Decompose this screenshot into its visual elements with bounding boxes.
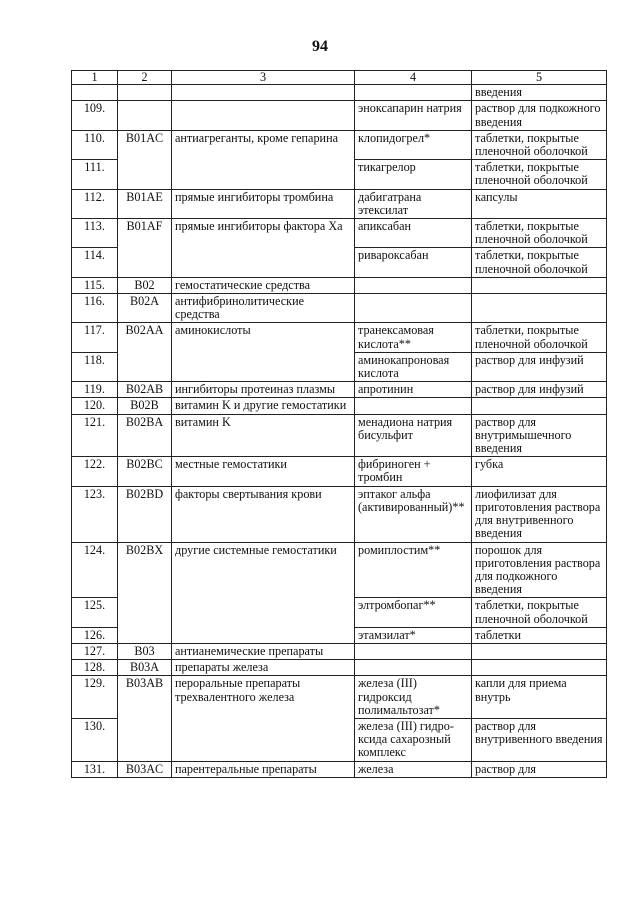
column-number: 2 bbox=[118, 71, 172, 85]
drug-name: менадиона натрия бисульфит bbox=[355, 414, 472, 457]
row-number: 118. bbox=[72, 352, 118, 381]
row-number: 120. bbox=[72, 398, 118, 414]
row-number: 122. bbox=[72, 457, 118, 486]
row-number: 124. bbox=[72, 542, 118, 598]
group-name: витамин K bbox=[172, 414, 355, 457]
dosage-form: капли для приема внутрь bbox=[472, 676, 607, 719]
row-number: 131. bbox=[72, 761, 118, 777]
atc-code: B03 bbox=[118, 643, 172, 659]
atc-code: B01AF bbox=[118, 219, 172, 278]
atc-code: B03AC bbox=[118, 761, 172, 777]
dosage-form: лиофилизат для приготовления раствора для внутривенного введения bbox=[472, 486, 607, 542]
dosage-form: раствор для bbox=[472, 761, 607, 777]
dosage-form: раствор для внутримышечного введения bbox=[472, 414, 607, 457]
drug-name bbox=[355, 398, 472, 414]
atc-code: B02AA bbox=[118, 323, 172, 382]
row-number: 128. bbox=[72, 660, 118, 676]
drug-name: эптаког альфа (активированный)** bbox=[355, 486, 472, 542]
drug-list-table bbox=[71, 70, 607, 778]
atc-code: B01AC bbox=[118, 130, 172, 189]
row-number: 109. bbox=[72, 101, 118, 130]
row-number: 130. bbox=[72, 718, 118, 761]
drug-name: ромиплостим** bbox=[355, 542, 472, 598]
table-row bbox=[72, 676, 607, 719]
dosage-form: капсулы bbox=[472, 189, 607, 218]
group-name: парентеральные препараты bbox=[172, 761, 355, 777]
column-number: 3 bbox=[172, 71, 355, 85]
dosage-form: таблетки, покрытые пленочной оболочкой bbox=[472, 219, 607, 248]
atc-code: B03AB bbox=[118, 676, 172, 761]
dosage-form: таблетки, покрытые пленочной оболочкой bbox=[472, 130, 607, 159]
atc-code bbox=[118, 85, 172, 101]
group-name: пероральные препараты трехвалентного железа bbox=[172, 676, 355, 761]
table-row bbox=[72, 294, 607, 323]
group-name: другие системные гемостатики bbox=[172, 542, 355, 643]
atc-code: B02AB bbox=[118, 382, 172, 398]
table-row bbox=[72, 323, 607, 352]
atc-code: B02 bbox=[118, 277, 172, 293]
atc-code: B02B bbox=[118, 398, 172, 414]
drug-name bbox=[355, 660, 472, 676]
group-name: витамин K и другие гемостатики bbox=[172, 398, 355, 414]
drug-name bbox=[355, 643, 472, 659]
table-row bbox=[72, 130, 607, 159]
dosage-form: таблетки, покрытые пленочной оболочкой bbox=[472, 160, 607, 189]
row-number: 114. bbox=[72, 248, 118, 277]
table-row bbox=[72, 414, 607, 457]
dosage-form: раствор для инфузий bbox=[472, 382, 607, 398]
table-row bbox=[72, 761, 607, 777]
table-row bbox=[72, 219, 607, 248]
page-number: 94 bbox=[312, 38, 328, 55]
dosage-form bbox=[472, 277, 607, 293]
drug-name: апиксабан bbox=[355, 219, 472, 248]
drug-name: аминокапроновая кислота bbox=[355, 352, 472, 381]
row-number bbox=[72, 85, 118, 101]
atc-code: B02BD bbox=[118, 486, 172, 542]
drug-name bbox=[355, 277, 472, 293]
drug-name bbox=[355, 85, 472, 101]
drug-name: дабигатрана этексилат bbox=[355, 189, 472, 218]
row-number: 117. bbox=[72, 323, 118, 352]
row-number: 126. bbox=[72, 627, 118, 643]
column-number-row bbox=[72, 71, 607, 85]
row-number: 119. bbox=[72, 382, 118, 398]
dosage-form: порошок для приготовления раствора для подкожного введения bbox=[472, 542, 607, 598]
row-number: 127. bbox=[72, 643, 118, 659]
table-row bbox=[72, 277, 607, 293]
group-name: препараты железа bbox=[172, 660, 355, 676]
table-row bbox=[72, 660, 607, 676]
row-number: 111. bbox=[72, 160, 118, 189]
row-number: 112. bbox=[72, 189, 118, 218]
table-row bbox=[72, 457, 607, 486]
atc-code: B02BC bbox=[118, 457, 172, 486]
table-row bbox=[72, 189, 607, 218]
group-name bbox=[172, 101, 355, 130]
drug-name: ривароксабан bbox=[355, 248, 472, 277]
dosage-form: таблетки, покрытые пленочной оболочкой bbox=[472, 323, 607, 352]
drug-name: этамзилат* bbox=[355, 627, 472, 643]
drug-name: тикагрелор bbox=[355, 160, 472, 189]
group-name: прямые ингибиторы фактора Xa bbox=[172, 219, 355, 278]
row-number: 115. bbox=[72, 277, 118, 293]
column-number: 4 bbox=[355, 71, 472, 85]
row-number: 125. bbox=[72, 598, 118, 627]
row-number: 116. bbox=[72, 294, 118, 323]
table-row bbox=[72, 398, 607, 414]
dosage-form: раствор для инфузий bbox=[472, 352, 607, 381]
group-name: антифибринолитические средства bbox=[172, 294, 355, 323]
table-row bbox=[72, 486, 607, 542]
drug-name: железа bbox=[355, 761, 472, 777]
group-name: факторы свертывания крови bbox=[172, 486, 355, 542]
row-number: 113. bbox=[72, 219, 118, 248]
atc-code: B02A bbox=[118, 294, 172, 323]
dosage-form bbox=[472, 643, 607, 659]
dosage-form: таблетки bbox=[472, 627, 607, 643]
dosage-form: раствор для внутривенного введения bbox=[472, 718, 607, 761]
atc-code: B02BX bbox=[118, 542, 172, 643]
table-row bbox=[72, 542, 607, 598]
row-number: 129. bbox=[72, 676, 118, 719]
drug-name: транексамовая кислота** bbox=[355, 323, 472, 352]
drug-name: железа (III) гидроксид полимальтозат* bbox=[355, 676, 472, 719]
group-name: прямые ингибиторы тромбина bbox=[172, 189, 355, 218]
dosage-form: раствор для подкожного введения bbox=[472, 101, 607, 130]
dosage-form: губка bbox=[472, 457, 607, 486]
row-number: 110. bbox=[72, 130, 118, 159]
group-name: антиагреганты, кроме гепарина bbox=[172, 130, 355, 189]
drug-name: элтромбопаг** bbox=[355, 598, 472, 627]
group-name: аминокислоты bbox=[172, 323, 355, 382]
group-name: гемостатические средства bbox=[172, 277, 355, 293]
group-name bbox=[172, 85, 355, 101]
drug-name: железа (III) гидро-ксида сахарозный комплекс bbox=[355, 718, 472, 761]
atc-code: B03A bbox=[118, 660, 172, 676]
drug-name: апротинин bbox=[355, 382, 472, 398]
row-number: 123. bbox=[72, 486, 118, 542]
group-name: антианемические препараты bbox=[172, 643, 355, 659]
group-name: местные гемостатики bbox=[172, 457, 355, 486]
column-number: 1 bbox=[72, 71, 118, 85]
dosage-form: таблетки, покрытые пленочной оболочкой bbox=[472, 598, 607, 627]
dosage-form: таблетки, покрытые пленочной оболочкой bbox=[472, 248, 607, 277]
drug-name: клопидогрел* bbox=[355, 130, 472, 159]
dosage-form bbox=[472, 294, 607, 323]
table-row bbox=[72, 101, 607, 130]
group-name: ингибиторы протеиназ плазмы bbox=[172, 382, 355, 398]
row-number: 121. bbox=[72, 414, 118, 457]
atc-code bbox=[118, 101, 172, 130]
dosage-form bbox=[472, 398, 607, 414]
dosage-form bbox=[472, 660, 607, 676]
drug-name bbox=[355, 294, 472, 323]
atc-code: B01AE bbox=[118, 189, 172, 218]
table-row bbox=[72, 85, 607, 101]
drug-name: эноксапарин натрия bbox=[355, 101, 472, 130]
drug-name: фибриноген + тромбин bbox=[355, 457, 472, 486]
table-row bbox=[72, 382, 607, 398]
atc-code: B02BA bbox=[118, 414, 172, 457]
dosage-form: введения bbox=[472, 85, 607, 101]
table-row bbox=[72, 643, 607, 659]
column-number: 5 bbox=[472, 71, 607, 85]
